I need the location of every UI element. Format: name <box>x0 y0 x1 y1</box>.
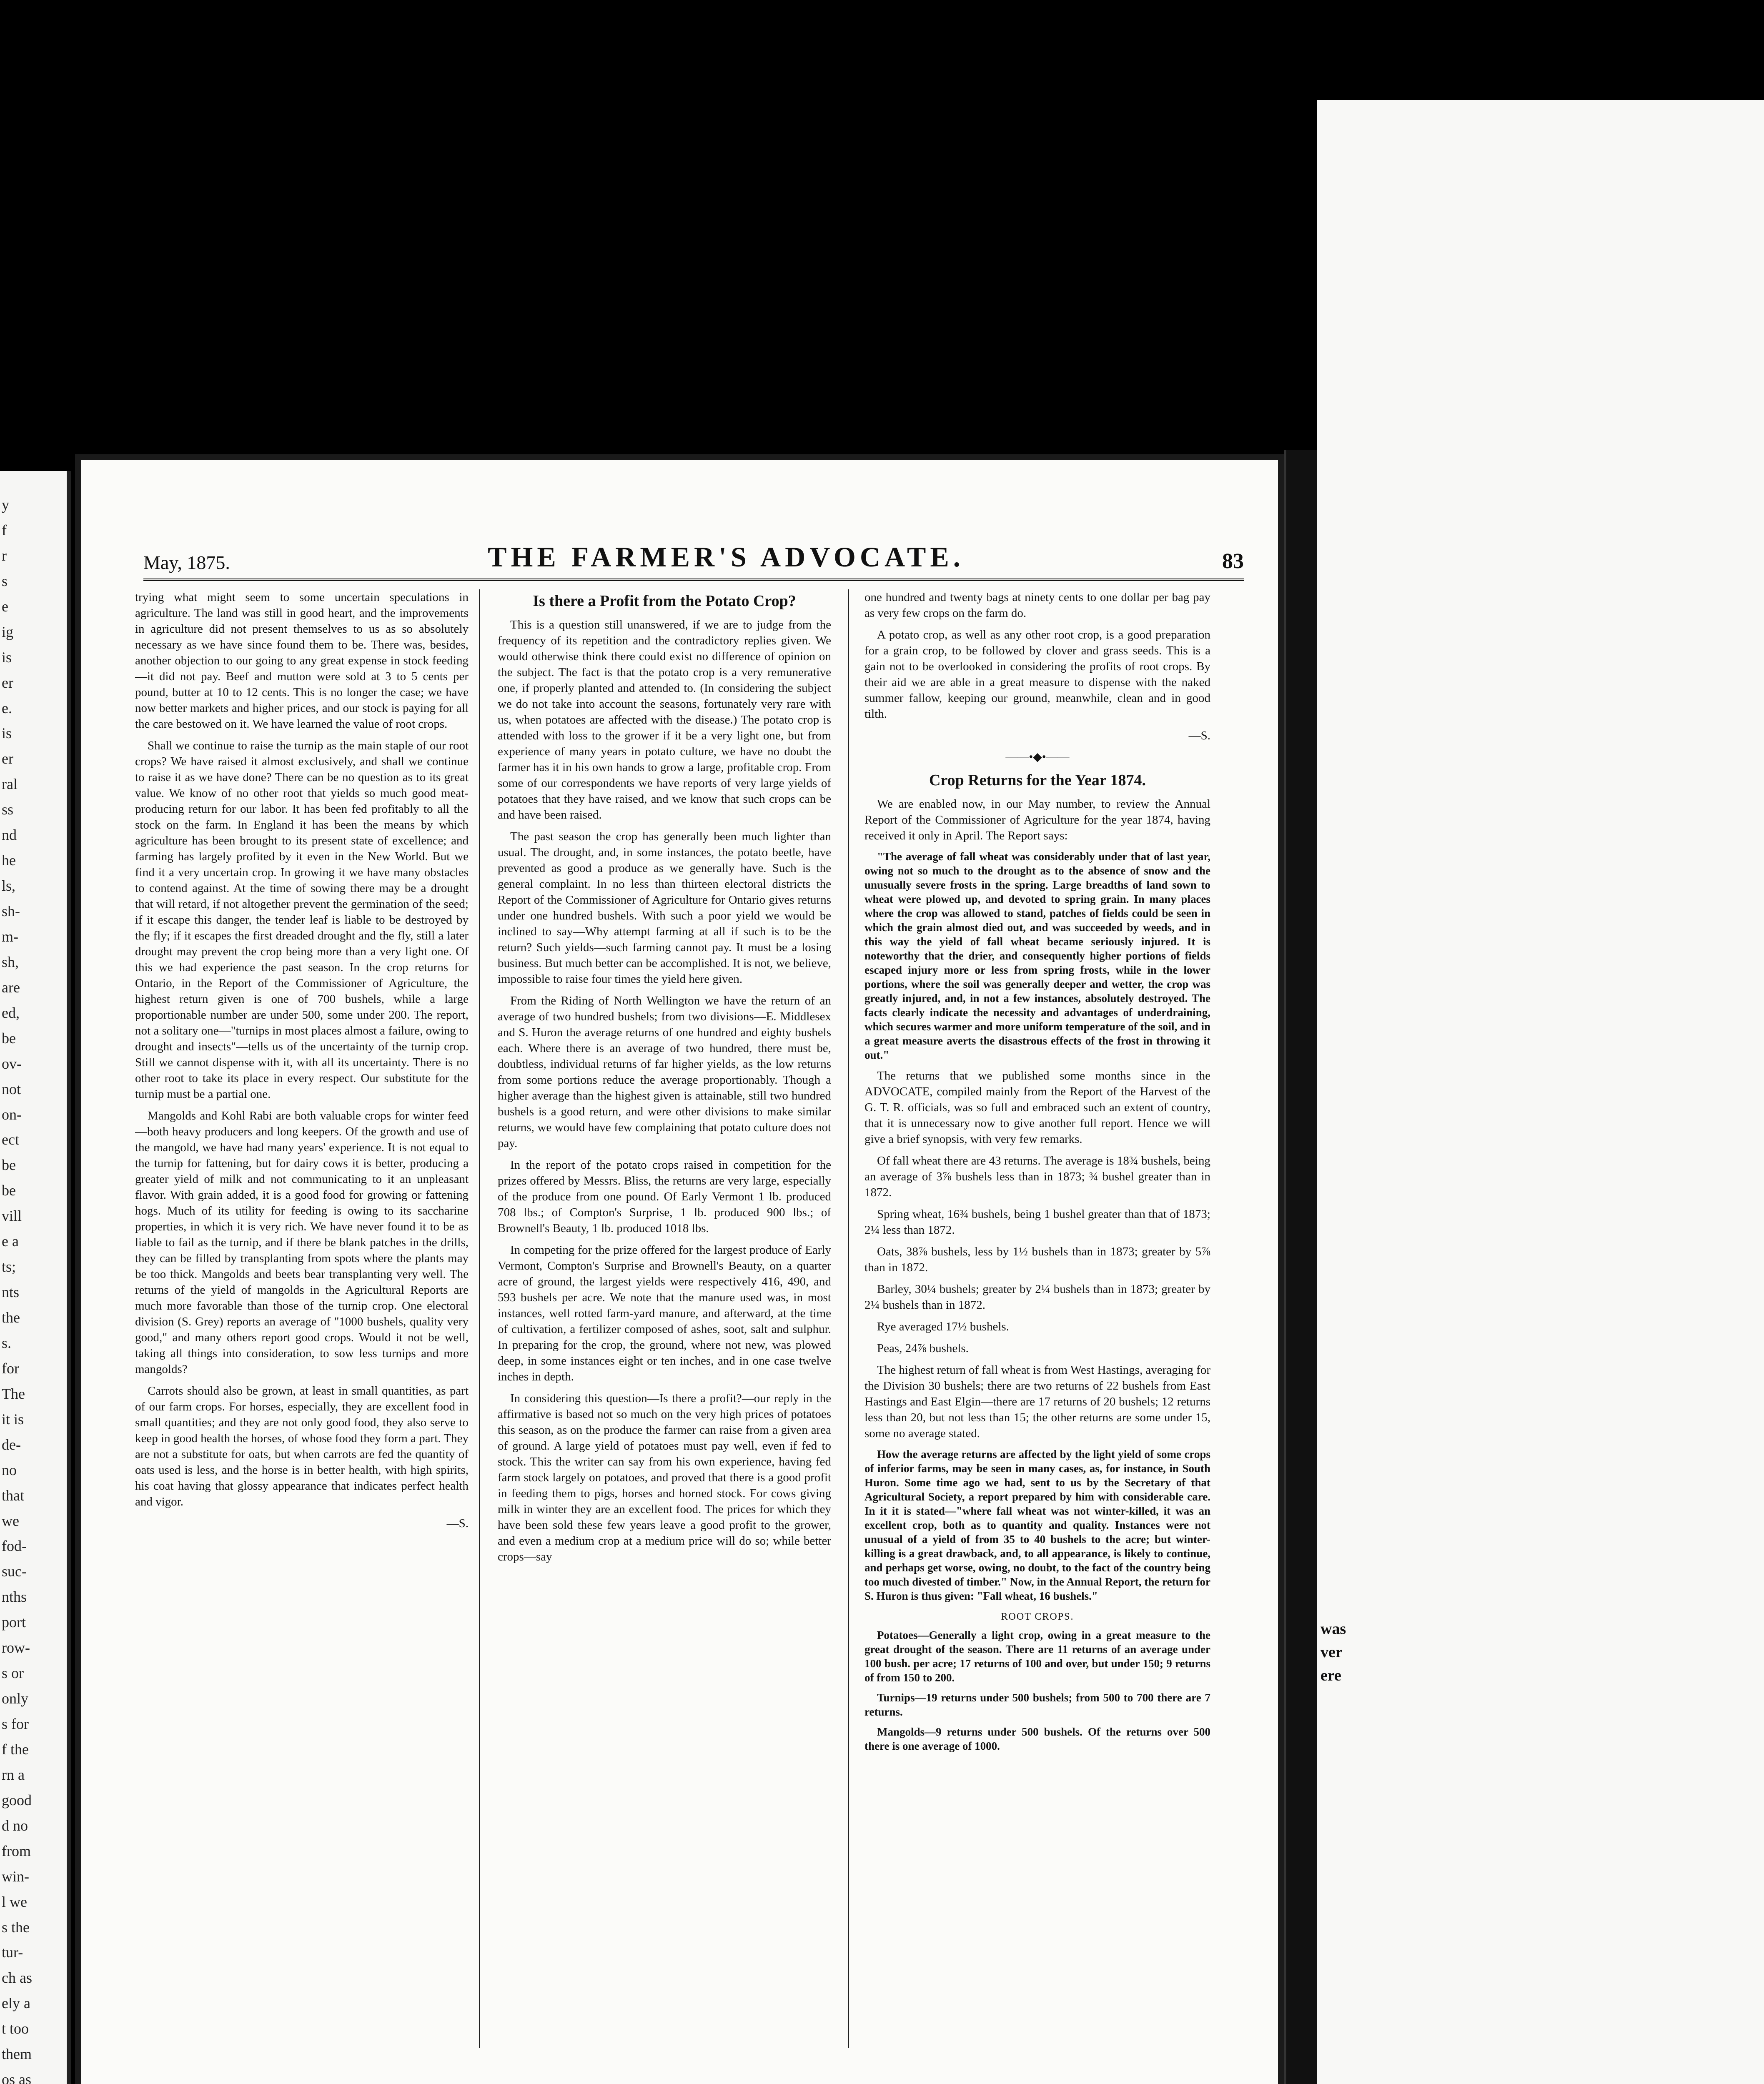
text-fragment: ere <box>1320 1667 1341 1684</box>
issue-date: May, 1875. <box>143 552 230 573</box>
text-fragment: on- <box>2 1106 22 1123</box>
column-rule <box>479 589 480 2048</box>
text-fragment: e <box>2 598 8 615</box>
text-fragment: port <box>2 1614 26 1631</box>
text-fragment: ig <box>2 624 14 640</box>
article-heading: Crop Returns for the Year 1874. <box>929 771 1146 789</box>
text-fragment: row- <box>2 1639 30 1656</box>
paragraph: Spring wheat, 16¾ bushels, being 1 bushel greater than that of 1873; 2¼ less than 1872. <box>864 1207 1210 1237</box>
text-fragment: ect <box>2 1131 19 1148</box>
text-fragment: nts <box>2 1284 20 1300</box>
text-fragment: s. <box>2 1335 12 1351</box>
text-fragment: e. <box>2 700 12 716</box>
text-fragment: it is <box>2 1411 24 1428</box>
paragraph: The highest return of fall wheat is from West Hastings, averaging for the Division 30 bushels; there are two returns of 22 bushels from East Hastings and East Elgin—there are 17 returns of 20 bushels; 12 returns less than 20, but not less than 15; the other returns are some under 15, some no average stated. <box>864 1363 1210 1440</box>
text-fragment: de- <box>2 1436 21 1453</box>
paragraph: Potatoes—Generally a light crop, owing in a great measure to the great drought of the season. There are 11 returns of an average under 100 bush. per acre; 17 returns of 100 and over, but under 150; 9 returns of from 150 to 200. <box>864 1629 1210 1684</box>
report-quote: "The average of fall wheat was considerably under that of last year, owing not so much to the drought as to the absence of snow and the unusually severe frosts in the spring. Large breadths of land sown to wheat were plowed up, and devoted to spring grain. In many places where the crop was allowed to stand, patches of fields could be seen in which the grain almost died out, and was succeeded by weeds, and in this way the yield of fall wheat became seriously injured. It is noteworthy that the drier, and consequently higher portions of fields escaped injury more or less from spring frosts, while in the lower portions, where the soil was generally deeper and wetter, the crop was greatly injured, and, in not a few instances, absolutely destroyed. The facts clearly indicate the necessity and advantages of underdraining, which secures warmer and more uniform temperature of the soil, and in a great measure averts the disastrous effects of the frost in throwing it out." <box>864 850 1210 1061</box>
text-fragment: for <box>2 1360 19 1377</box>
page-header <box>143 541 1244 581</box>
text-fragment: vill <box>2 1207 22 1224</box>
paragraph: The returns that we published some months since in the ADVOCATE, compiled mainly from the Report of the Harvest of the G. T. R. officials, was so full and embraced such an extent of country, that it is unnecessary now to give another full report. Hence we will give a brief synopsis, with very few remarks. <box>864 1069 1210 1146</box>
text-fragment: ts; <box>2 1258 16 1275</box>
text-fragment: good <box>2 1792 32 1808</box>
text-fragment: be <box>2 1182 16 1199</box>
text-fragment: them <box>2 2046 32 2062</box>
text-fragment: s the <box>2 1919 30 1936</box>
text-fragment: the <box>2 1309 20 1326</box>
text-fragment: d no <box>2 1817 28 1834</box>
text-fragment: s or <box>2 1665 24 1681</box>
text-fragment: er <box>2 674 13 691</box>
paragraph: Oats, 38⅞ bushels, less by 1½ bushels than in 1873; greater by 5⅞ than in 1872. <box>864 1245 1210 1274</box>
paragraph: Barley, 30¼ bushels; greater by 2¼ bushels than in 1873; greater by 2¼ bushels than in 1872. <box>864 1282 1210 1312</box>
text-fragment: r <box>2 547 7 564</box>
column-3 <box>864 589 1210 2048</box>
paragraph: Mangolds—9 returns under 500 bushels. Of the returns over 500 there is one average of 1000. <box>864 1726 1210 1752</box>
text-fragment: m- <box>2 928 18 945</box>
text-fragment: be <box>2 1030 16 1047</box>
text-fragment: was <box>1320 1620 1346 1638</box>
text-fragment: s for <box>2 1716 29 1732</box>
text-fragment: sh, <box>2 954 19 970</box>
text-fragment: f <box>2 522 7 539</box>
paragraph: In the report of the potato crops raised in competition for the prizes offered by Messrs. Bliss, the returns are very large, especially of the produce from one pound. Of Early Vermont 1 lb. produced 708 lbs.; of Compton's Surprise, 1 lb. produced 900 lbs.; of Brownell's Beauty, 1 lb. produced 1018 lbs. <box>498 1158 831 1235</box>
section-subheading: ROOT CROPS. <box>1001 1611 1074 1622</box>
text-fragment: from <box>2 1843 31 1859</box>
text-fragment: os as <box>2 2071 31 2084</box>
adjacent-page-text-fragments <box>2 471 64 2084</box>
page-binding-edge <box>1284 450 1320 2084</box>
paragraph: trying what might seem to some uncertain speculations in agriculture. The land was still in good heart, and the improvements in agriculture did not present themselves to us as so absolutely necessary as we have since found them to be. There was, besides, another objection to our going to any great expense in stock feeding—it did not pay. Beef and mutton were sold at 3 to 5 cents per pound, butter at 10 to 12 cents. This is no longer the case; we have now better markets and higher prices, and our stock is paying for all the care bestowed on it. We have learned the value of root crops. <box>135 591 469 731</box>
text-fragment: e a <box>2 1233 19 1250</box>
text-fragment: we <box>2 1513 19 1529</box>
text-fragment: ch as <box>2 1969 32 1986</box>
column-rule <box>848 589 849 2048</box>
text-fragment: no <box>2 1462 17 1478</box>
column-1 <box>135 589 469 2048</box>
signature: —S. <box>446 1517 469 1530</box>
text-fragment: sh- <box>2 903 20 919</box>
text-fragment: nths <box>2 1588 27 1605</box>
paragraph: This is a question still unanswered, if we are to judge from the frequency of its repetition and the contradictory replies given. We would otherwise think there could exist no difference of opinion on the subject. The fact is that the potato crop is a very remunerative one, if properly planted and attended to. (In considering the subject we do not take into account the seasons, fortunately very rare with us, when potatoes are affected with the disease.) The potato crop is attended with loss to the grower if it be a very light one, but from experience of many years in potato culture, we have no doubt the farmer has it in his own hands to grow a large, profitable crop. From some of our correspondents we have reports of very large yields of potatoes that they have raised, and we know that such crops can be and have been raised. <box>498 618 831 822</box>
paragraph: Peas, 24⅞ bushels. <box>877 1342 969 1355</box>
text-fragment: t too <box>2 2020 29 2037</box>
text-fragment: only <box>2 1690 29 1707</box>
text-fragment: win- <box>2 1868 29 1885</box>
paper-title: THE FARMER'S ADVOCATE. <box>488 541 965 573</box>
text-fragment: l we <box>2 1894 27 1910</box>
paragraph: A potato crop, as well as any other root crop, is a good preparation for a grain crop, to be followed by clover and grass seeds. This is a gain not to be overlooked in considering the profits of root crops. By their aid we are able in a great measure to dispense with the naked summer fallow, keeping our ground, meanwhile, clean and in good tilth. <box>864 628 1210 721</box>
paragraph: From the Riding of North Wellington we have the return of an average of two hundred bushels; from two divisions—E. Middlesex and S. Huron the average returns of one hundred and eighty bushels each. Where there is an average of two hundred, there must be, doubtless, individual returns of far higher yields, as the low returns from some portions reduce the average proportionably. Though a higher average than the highest given is attainable, still two hundred bushels is a good return, and were other divisions to make similar returns, we would have few complaining that potato culture does not pay. <box>498 994 831 1150</box>
text-fragment: ver <box>1320 1643 1343 1661</box>
text-fragment: is <box>2 649 12 666</box>
text-fragment: be <box>2 1157 16 1173</box>
paragraph: How the average returns are affected by the light yield of some crops of inferior farms, may be seen in many cases, as, for instance, in South Huron. Some time ago we had, sent to us by the Secretary of that Agricultural Society, a report prepared by him with considerable care. In it it is stated—"where fall wheat was not winter-killed, it was an excellent crop, both as to quantity and quality. Instances were not unusual of a yield of from 35 to 40 bushels to the acre; but winter-killing is a great drawback, and, to all appearance, is likely to continue, and perhaps get worse, owing, no doubt, to the fact of the country being too much divested of timber." Now, in the Annual Report, the return for S. Huron is thus given: "Fall wheat, 16 bushels." <box>864 1448 1210 1602</box>
paragraph: The past season the crop has generally been much lighter than usual. The drought, and, in some instances, the potato beetle, have prevented as good a produce as we generally have. Such is the general complaint. In no less than thirteen electoral districts the Report of the Commissioner of Agriculture for Ontario gives returns under one hundred bushels. With such a poor yield we would be inclined to say—Why attempt farming at all if such is to be the return? Such yields—such farming cannot pay. It must be a losing business. But much better can be accomplished. It is not, we believe, impossible to raise four times the yield here given. <box>498 830 831 986</box>
text-fragment: nd <box>2 827 17 843</box>
text-fragment: er <box>2 750 13 767</box>
text-fragment: tur- <box>2 1944 23 1961</box>
text-fragment: are <box>2 979 20 996</box>
paragraph: We are enabled now, in our May number, to review the Annual Report of the Commissioner of Agriculture for the year 1874, having received it only in April. The Report says: <box>864 797 1210 842</box>
paragraph: Carrots should also be grown, at least in small quantities, as part of our farm crops. For horses, especially, they are excellent food in small quantities; and they are not only good food, they also serve to keep in good health the horses, of whose food they form a part. They are not a substitute for oats, but when carrots are fed the quantity of oats used is less, and the horse is in better health, with high spirits, his coat having that glossy appearance that indicates perfect health and vigor. <box>135 1384 469 1508</box>
text-fragment: s <box>2 573 8 589</box>
divider-ornament: ——•◆•—— <box>1005 751 1070 764</box>
paragraph: Rye averaged 17½ bushels. <box>877 1320 1009 1333</box>
text-fragment: ov- <box>2 1055 22 1072</box>
newspaper-page <box>75 454 1284 2084</box>
paragraph: In considering this question—Is there a profit?—our reply in the affirmative is based not so much on the very high prices of potatoes this season, as on the produce the farmer can raise from a given area of ground. A large yield of potatoes must pay well, even if fed to stock. This the writer can say from his own experience, having fed farm stock largely on potatoes, and proved that there is a good profit in feeding them to pigs, horses and horned stock. For cows giving milk in winter they are an excellent food. The prices for which they have been sold these few years leave a good profit to the grower, and even a medium crop at a medium price will do so; while better crops—say <box>498 1392 831 1563</box>
paragraph: In competing for the prize offered for the largest produce of Early Vermont, Compton's Surprise and Brownell's Beauty, on a quarter acre of ground, the largest yields were respectively 416, 490, and 593 bushels per acre. We note that the manure used was, in most instances, well rotted farm-yard manure, and afterward, at the time of cultivation, a fertilizer composed of ashes, soot, salt and sulphur. In preparing for the crop, the ground, where not new, was plowed deep, in some instances eight or ten inches, and in one case twelve inches in depth. <box>498 1243 831 1383</box>
adjacent-page-right-fragments <box>1320 1617 1346 1687</box>
page-number: 83 <box>1222 549 1244 573</box>
text-fragment: ed, <box>2 1004 20 1021</box>
paragraph: Shall we continue to raise the turnip as the main staple of our root crops? We have raised it almost exclusively, and shall we continue to raise it as we have done? There can be no question as to its great value. We know of no other root that yields so much good meat-producing return for our labor. It has been fed profitably to all the stock on the farm. In England it has been the means by which agriculture has been brought to its present state of excellence; and farming has largely profited by it even in the New World. But we find it a very uncertain crop. In growing it we have many obstacles to contend against. At the time of sowing there may be a drought that will retard, if not altogether prevent the germination of the seed; if it escape this danger, the tender leaf is liable to be destroyed by the fly; if it escapes the first dreaded drought and the fly, still a later drought may prevent the crop being more than a very light one. Of this we had experience the past season. In the crop returns for Ontario, in the Report of the Commissioner of Agriculture, the highest return given is one of 700 bushels, while a large proportionable number are under 500, some under 200. The report, not a solitary one—"turnips in most places almost a failure, owing to drought and insects"—tells us of the uncertainty of the turnip crop. Still we cannot dispense with it, with all its uncertainty. There is no other root to take its place in every respect. Our substitute for the turnip must be a partial one. <box>135 739 469 1101</box>
text-fragment: y <box>2 496 9 513</box>
adjacent-page-left <box>0 471 71 2084</box>
text-fragment: ely a <box>2 1995 30 2011</box>
text-fragment: fod- <box>2 1538 27 1554</box>
text-fragment: not <box>2 1081 21 1097</box>
adjacent-page-right <box>1317 100 1764 2084</box>
text-fragment: is <box>2 725 12 741</box>
text-fragment: that <box>2 1487 24 1504</box>
text-fragment: f the <box>2 1741 29 1758</box>
paragraph: one hundred and twenty bags at ninety cents to one dollar per bag pay as very few crops on the farm do. <box>864 591 1210 620</box>
signature: —S. <box>1188 729 1210 742</box>
text-fragment: ls, <box>2 877 16 894</box>
paragraph: Mangolds and Kohl Rabi are both valuable crops for winter feed—both heavy producers and long keepers. Of the growth and use of the mangold, we have had many years' experience. It is not equal to the turnip for fattening, but for dairy cows it is better, producing a greater yield of milk and not communicating to it an unpleasant flavor. With grain added, it is a good food for growing or fattening hogs. Much of its utility for feeding is owing to its saccharine properties, in which it is very rich. We have never found it to be as liable to fail as the turnip, and if there be blank patches in the drills, they can be filled by transplanting from spots where the plants may be too thick. Mangolds and beets bear transplanting very well. The returns of the yield of mangolds in the Agricultural Reports are much more favorable than those of the turnip crop. One electoral division (S. Grey) reports an average of "1000 bushels, quality very good," and many others report good crops. Would it not be well, taking all things into consideration, to sow less turnips and more mangolds? <box>135 1109 469 1376</box>
text-fragment: ss <box>2 801 14 818</box>
article-heading: Is there a Profit from the Potato Crop? <box>533 592 796 610</box>
text-fragment: rn a <box>2 1766 25 1783</box>
paragraph: Of fall wheat there are 43 returns. The average is 18¾ bushels, being an average of 3⅞ bushels less than in 1873; ¾ bushel greater than in 1872. <box>864 1154 1210 1199</box>
text-fragment: ral <box>2 776 18 792</box>
column-2 <box>498 589 831 2048</box>
text-fragment: he <box>2 852 16 869</box>
text-fragment: The <box>2 1385 25 1402</box>
paragraph: Turnips—19 returns under 500 bushels; from 500 to 700 there are 7 returns. <box>864 1691 1210 1718</box>
text-fragment: suc- <box>2 1563 27 1580</box>
